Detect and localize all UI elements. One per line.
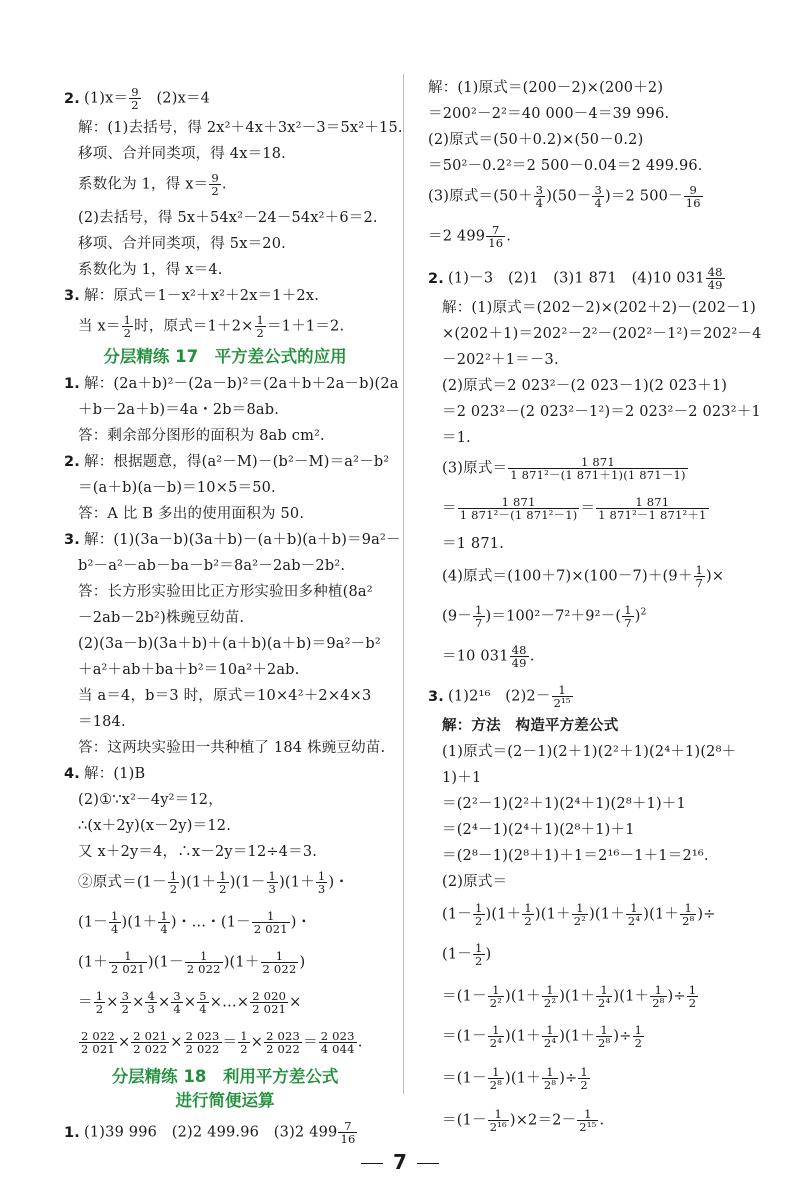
text-line: 系数化为 1，得 x＝ $\frac{9}{2}$ . xyxy=(78,171,227,198)
math-line: ＝ $\frac{1}{2}$ × $\frac{3}{2}$ × $\frac{4}{3}$ × $\frac{3}{4}$ × $\frac{5}{4}$ ×…× $\frac{2 020}{2 021}$ × xyxy=(78,989,302,1016)
text-line: －202²＋1＝－3. xyxy=(442,352,559,368)
section-title-18: 分层精练 18 利用平方差公式 xyxy=(111,1067,339,1086)
text-line: (2)原式＝(50＋0.2)×(50－0.2) xyxy=(428,132,644,148)
text-line: ×(202＋1)＝202²－2²－(202²－1²)＝202²－4 xyxy=(442,326,762,342)
math-line: $\frac{2 022}{2 021}$ × $\frac{2 021}{2 022}$ × $\frac{2 023}{2 022}$ ＝ $\frac{1}{2}$ × $\frac{2 023}{2 022}$ ＝ $\frac{2 023}{4 044}$ . xyxy=(81,1029,363,1056)
math-line: (1－ $\frac{1}{2}$ ) xyxy=(442,941,492,968)
text-line: ∴(x＋2y)(x－2y)＝12. xyxy=(78,818,232,834)
answer-3: 3. (1)2¹⁶ (2)2－ $\frac{1}{\text{2¹⁵}}$ xyxy=(428,683,571,710)
text-line: ＝(2⁴－1)(2⁴＋1)(2⁸＋1)＋1 xyxy=(442,822,635,838)
text-line: ＝2 023²－(2 023²－1²)＝2 023²－2 023²＋1 xyxy=(442,404,761,420)
exercise-1: 1. 解：(2a＋b)²－(2a－b)²＝(2a＋b＋2a－b)(2a xyxy=(64,376,399,392)
text-line: ＋a²＋ab＋ba＋b²＝10a²＋2ab. xyxy=(78,662,300,678)
text-line: 移项、合并同类项，得 5x＝20. xyxy=(78,236,286,252)
text-line: (2)(3a－b)(3a＋b)＋(a＋b)(a＋b)＝9a²－b² xyxy=(78,636,381,652)
dash-right xyxy=(417,1163,439,1164)
math-line: (1－ $\frac{1}{2}$ )(1＋ $\frac{1}{2}$ )(1＋ $\frac{1}{\text{2²}}$ )(1＋ $\frac{1}{\text{2⁴}}$ )(1＋ $\frac{1}{\text{2⁸}}$ )÷ xyxy=(442,901,716,928)
math-line: ＝(1－ $\frac{1}{\text{2²}}$ )(1＋ $\frac{1}{\text{2²}}$ )(1＋ $\frac{1}{\text{2⁴}}$ )(1＋ $\frac{1}{\text{2⁸}}$ )÷ $\frac{1}{2}$ xyxy=(442,983,697,1010)
answer-2: 2. (1)－3 (2)1 (3)1 871 (4)10 031 $\frac{48}{49}$ xyxy=(428,265,723,292)
column-divider xyxy=(403,74,404,1094)
text-line: ＝(2⁸－1)(2⁸＋1)＋1＝2¹⁶－1＋1＝2¹⁶. xyxy=(442,848,709,864)
text-line: 系数化为 1，得 x＝4. xyxy=(78,262,223,278)
section-title-18-line2: 进行简便运算 xyxy=(175,1091,275,1110)
text-line: ＝184. xyxy=(78,714,126,730)
text-line: －2ab－2b²)株豌豆幼苗. xyxy=(78,610,245,626)
text-line: 答：剩余部分图形的面积为 8ab cm². xyxy=(78,428,325,444)
exercise-3: 3. 解：(1)(3a－b)(3a＋b)－(a＋b)(a＋b)＝9a²－ xyxy=(64,532,401,548)
text-line: ＝50²－0.2²＝2 500－0.04＝2 499.96. xyxy=(428,158,703,174)
math-line: ＝(1－ $\frac{1}{\text{2¹⁶}}$ )×2＝2－ $\frac{1}{\text{2¹⁵}}$ . xyxy=(442,1107,605,1134)
math-line: (9－ $\frac{1}{7}$ )＝100²－7²＋9²－( $\frac{1}{7}$ )$^2$ xyxy=(442,603,647,630)
math-line: (1－ $\frac{1}{4}$ )(1＋ $\frac{1}{4}$ )・…・(1－ $\frac{1}{2 021}$ )・ xyxy=(78,909,312,936)
math-line: (3)原式＝ $\frac{1 871}{\text{1 871²－(1 871＋1)(1 871－1)}}$ xyxy=(442,455,686,482)
section-title-17: 分层精练 17 平方差公式的应用 xyxy=(103,347,347,366)
text-line: b²－a²－ab－ba－b²＝8a²－2ab－2b². xyxy=(78,558,346,574)
math-line: (3)原式＝(50＋ $\frac{3}{4}$ )(50－ $\frac{3}{4}$ )＝2 500－ $\frac{9}{16}$ xyxy=(428,183,701,210)
text-line: (2)原式＝2 023²－(2 023－1)(2 023＋1) xyxy=(442,378,728,394)
text-line: ＝1 871. xyxy=(442,536,505,552)
exercise-1-answers: 1. (1)39 996 (2)2 499.96 (3)2 499 $\frac{7}{16}$ xyxy=(64,1119,356,1146)
page-number: 7 xyxy=(0,1150,800,1174)
exercise-2: 2. 解：根据题意，得(a²－M)－(b²－M)＝a²－b² xyxy=(64,454,390,470)
text-line: ＋b－2a＋b)＝4a・2b＝8ab. xyxy=(78,402,280,418)
text-line: ＝(2²－1)(2²＋1)(2⁴＋1)(2⁸＋1)＋1 xyxy=(442,796,686,812)
math-line: ＝10 031 $\frac{48}{49}$ . xyxy=(442,643,535,670)
text-line: (2)①∵x²－4y²＝12， xyxy=(78,792,223,808)
text-line: 当 a＝4，b＝3 时，原式＝10×4²＋2×4×3 xyxy=(78,688,372,704)
text-line: 当 x＝ $\frac{1}{2}$ 时，原式＝1＋2× $\frac{1}{2}$ ＝1＋1＝2. xyxy=(78,313,345,340)
text-line: ＝1. xyxy=(442,430,471,446)
math-line: (4)原式＝(100＋7)×(100－7)＋(9＋ $\frac{1}{7}$ )× xyxy=(442,563,725,590)
text-line: ＝(a＋b)(a－b)＝10×5＝50. xyxy=(78,480,276,496)
method-label: 解：方法 构造平方差公式 xyxy=(442,718,619,734)
text-line: 答：A 比 B 多出的使用面积为 50. xyxy=(78,506,305,522)
text-line: 移项、合并同类项，得 4x＝18. xyxy=(78,146,286,162)
math-line: (1＋ $\frac{1}{2 021}$ )(1－ $\frac{1}{2 022}$ )(1＋ $\frac{1}{2 022}$ ) xyxy=(78,949,306,976)
math-line: ②原式＝(1－ $\frac{1}{2}$ )(1＋ $\frac{1}{2}$ )(1－ $\frac{1}{3}$ )(1＋ $\frac{1}{3}$ )・ xyxy=(78,869,350,896)
math-line: ＝2 499 $\frac{7}{16}$ . xyxy=(428,223,512,250)
text-line: 1)＋1 xyxy=(442,770,482,786)
exercise-4: 4. 解：(1)B xyxy=(64,766,146,782)
math-line: ＝(1－ $\frac{1}{\text{2⁴}}$ )(1＋ $\frac{1}{\text{2⁴}}$ )(1＋ $\frac{1}{\text{2⁸}}$ )÷ $\frac{1}{2}$ xyxy=(442,1023,643,1050)
math-line: ＝(1－ $\frac{1}{\text{2⁸}}$ )(1＋ $\frac{1}{\text{2⁸}}$ )÷ $\frac{1}{2}$ xyxy=(442,1065,588,1092)
text-line: 答：长方形实验田比正方形实验田多种植(8a² xyxy=(78,584,373,600)
dash-left xyxy=(361,1163,383,1164)
text-line: ＝200²－2²＝40 000－4＝39 996. xyxy=(428,106,670,122)
text-line: 解：(1)去括号，得 2x²＋4x＋3x²－3＝5x²＋15. xyxy=(78,120,403,136)
text-line: (2)去括号，得 5x＋54x²－24－54x²＋6＝2. xyxy=(78,210,378,226)
answer-3: 3. 解：原式＝1－x²＋x²＋2x＝1＋2x. xyxy=(64,288,320,304)
text-line: 答：这两块实验田一共种植了 184 株豌豆幼苗. xyxy=(78,740,386,756)
math-line: ＝ $\frac{1 871}{\text{1 871²－(1 871²－1)}}$ ＝ $\frac{1 871}{\text{1 871²－1 871²＋1}}$ xyxy=(442,495,707,522)
text-line: (1)原式＝(2－1)(2＋1)(2²＋1)(2⁴＋1)(2⁸＋ xyxy=(442,744,737,760)
text-line: 又 x＋2y＝4，∴x－2y＝12÷4＝3. xyxy=(78,844,318,860)
answer-2: 2. (1)x＝ $\frac{9}{2}$ (2)x＝4 xyxy=(64,85,211,112)
text-line: 解：(1)原式＝(200－2)×(200＋2) xyxy=(428,80,664,96)
text-line: 解：(1)原式＝(202－2)×(202＋2)－(202－1) xyxy=(442,300,757,316)
text-line: (2)原式＝ xyxy=(442,874,508,890)
